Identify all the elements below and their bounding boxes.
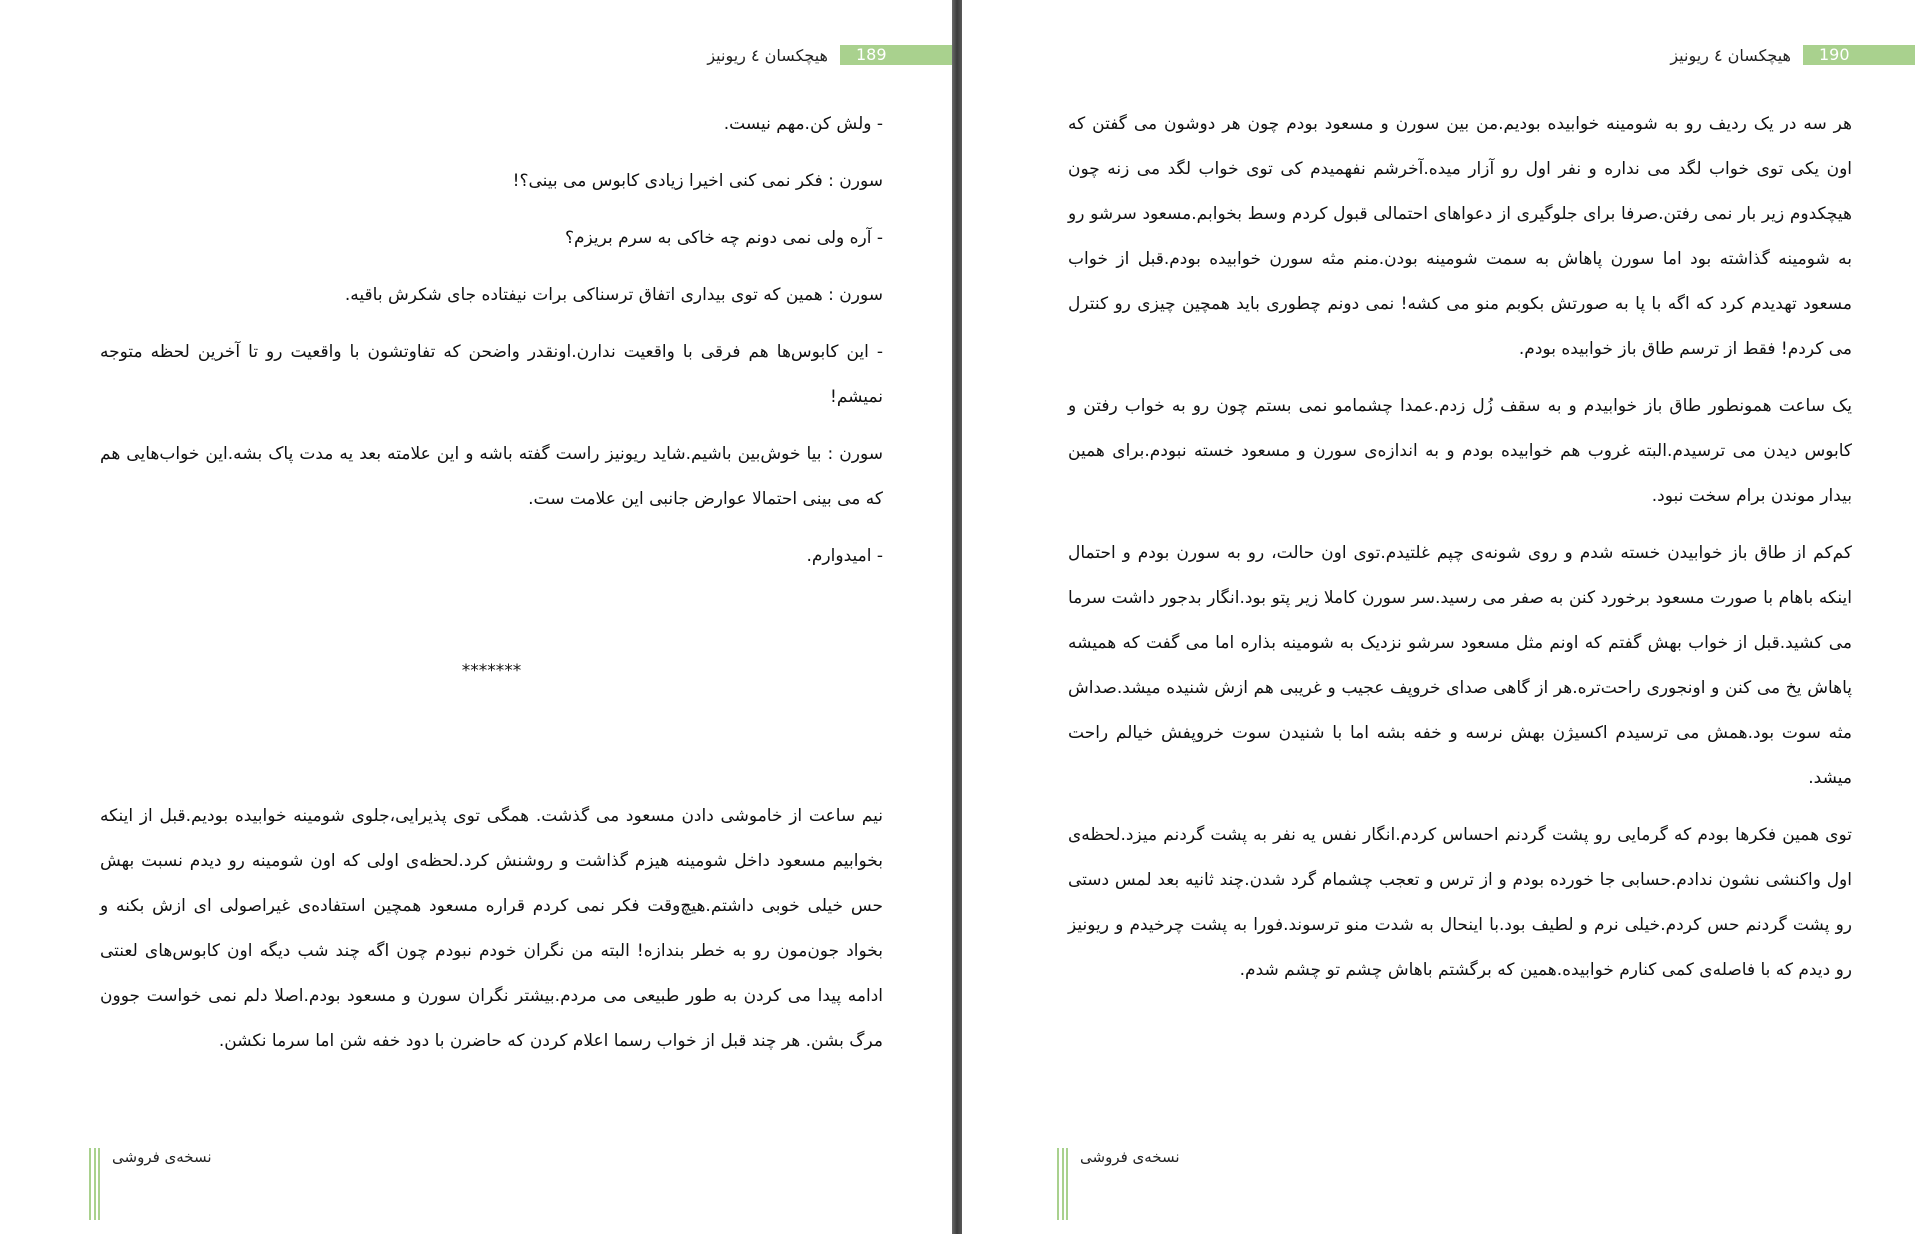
paragraph: نیم ساعت از خاموشی دادن مسعود می گذشت. همگی توی پذیرایی،جلوی شومینه خوابیده بودیم.قبل از اینکه بخوابیم مسعود داخل شومینه هیزم گذاشت و روشنش کرد.لحظه‌ی اولی که اون شومینه رو دیدم نسبت بهش حس خیلی خوبی داشتم.هیچ‌وقت فکر نمی کردم قراره مسعود همچین استفاده‌ی غیراصولی ای ازش بکنه و بخواد جون‌مون رو به خطر بندازه! البته من نگران خودم نبودم چون اگه چند شب دیگه اون کابوس‌های لعنتی ادامه پیدا می کردن به طور طبیعی می مردم.بیشتر نگران سورن و مسعود بودم.اصلا دلم نمی خواست جوون مرگ بشن. هر چند قبل از خواب رسما اعلام کردن که حاضرن با دود خفه شن اما سرما نکشن. (100, 806, 883, 1051)
paragraph: کم‌کم از طاق باز خوابیدن خسته شدم و روی شونه‌ی چپم غلتیدم.توی اون حالت، رو به سورن بودم و احتمال اینکه باهام با صورت مسعود برخورد کنن به صفر می رسید.سر سورن کاملا زیر پتو بود.انگار بدجور داشت سرما می کشید.قبل از خواب بهش گفتم که اونم مثل مسعود سرشو نزدیک به شومینه بذاره اما می گفت که همیشه پاهاش یخ می کنن و اونجوری راحت‌تره.هر از گاهی صدای خروپف عجیب و غریبی هم ازش شنیده میشد.صداش مثه سوت بود.همش می ترسیدم اکسیژن بهش نرسه و خفه بشه اما با شنیدن سوت خروپفش خیالم راحت میشد. (1068, 543, 1852, 788)
footer-line (1062, 1148, 1064, 1220)
footer-line (1057, 1148, 1059, 1220)
paragraph: یک ساعت همونطور طاق باز خوابیدم و به سقف زُل زدم.عمدا چشمامو نمی بستم چون رو به خواب رفتن و کابوس دیدن می ترسیدم.البته غروب هم خوابیده بودم و به اندازه‌ی سورن و مسعود خسته نبودم.برای همین بیدار موندن برام سخت نبود. (1068, 396, 1852, 506)
page-gutter (952, 0, 962, 1234)
dialogue-line: سورن : فکر نمی کنی اخیرا زیادی کابوس می بینی؟! (512, 171, 883, 191)
page-body (100, 102, 883, 1076)
scene-separator: ******* (461, 661, 522, 681)
running-title: هیچکسان ٤ ریونیز (707, 45, 828, 65)
left-page (0, 0, 952, 1234)
page-header (700, 45, 952, 65)
footer-decoration (1057, 1148, 1068, 1220)
footer-line (1066, 1148, 1068, 1220)
running-title: هیچکسان ٤ ریونیز (1670, 45, 1791, 65)
paragraph: توی همین فکرها بودم که گرمایی رو پشت گردنم احساس کردم.انگار نفس یه نفر به پشت گردنم میزد.لحظه‌ی اول واکنشی نشون ندادم.حسابی جا خورده بودم و از ترس و تعجب چشمام گرد شدن.چند ثانیه بعد لمس دستی رو پشت گردنم حس کردم.خیلی نرم و لطیف بود.با اینحال به شدت منو ترسوند.فورا به پشت چرخیدم و ریونیز رو دیدم که با فاصله‌ی کمی کنارم خوابیده.همین که برگشتم باهاش چشم تو چشم شدم. (1068, 825, 1852, 980)
right-page (962, 0, 1915, 1234)
footer-decoration (89, 1148, 100, 1220)
footer-line (89, 1148, 91, 1220)
page-header (1630, 45, 1915, 65)
footer-line (94, 1148, 96, 1220)
footer-line (98, 1148, 100, 1220)
dialogue-line: سورن : همین که توی بیداری اتفاق ترسناکی برات نیفتاده جای شکرش باقیه. (344, 285, 883, 305)
footer-label: نسخه‌ی فروشی (1080, 1148, 1180, 1166)
dialogue-line: - ولش کن.مهم نیست. (723, 114, 883, 134)
footer-label: نسخه‌ی فروشی (112, 1148, 212, 1166)
page-number: 190 (1803, 45, 1915, 65)
dialogue-line: - این کابوس‌ها هم فرقی با واقعیت ندارن.اونقدر واضحن که تفاوتشون با واقعیت رو تا آخرین لحظه متوجه نمیشم! (100, 342, 883, 407)
page-number: 189 (840, 45, 952, 65)
dialogue-line: - آره ولی نمی دونم چه خاکی به سرم بریزم؟ (564, 228, 883, 248)
page-body (1068, 102, 1852, 1005)
paragraph: هر سه در یک ردیف رو به شومینه خوابیده بودیم.من بین سورن و مسعود بودم چون هر دوشون می گفتن که اون یکی توی خواب لگد می نداره و نفر اول رو آزار میده.آخرشم نفهمیدم کی توی خواب لگد می زنه چون هیچکدوم زیر بار نمی رفتن.صرفا برای جلوگیری از دعواهای احتمالی قبول کردم وسط بخوابم.مسعود سرشو رو به شومینه گذاشته بود اما سورن پاهاش به سمت شومینه بودن.منم مثه سورن خوابیده بودم.قبل از خواب مسعود تهدیدم کرد که اگه با پا به صورتش بکوبم منو می کشه! نمی دونم چطوری باید همچین چیزی رو کنترل می کردم! فقط از ترسم طاق باز خوابیده بودم. (1068, 114, 1852, 359)
dialogue-line: - امیدوارم. (806, 546, 883, 566)
dialogue-line: سورن : بیا خوش‌بین باشیم.شاید ریونیز راست گفته باشه و این علامته بعد یه مدت پاک بشه.این خواب‌هایی هم که می بینی احتمالا عوارض جانبی این علامت ست. (100, 444, 883, 509)
